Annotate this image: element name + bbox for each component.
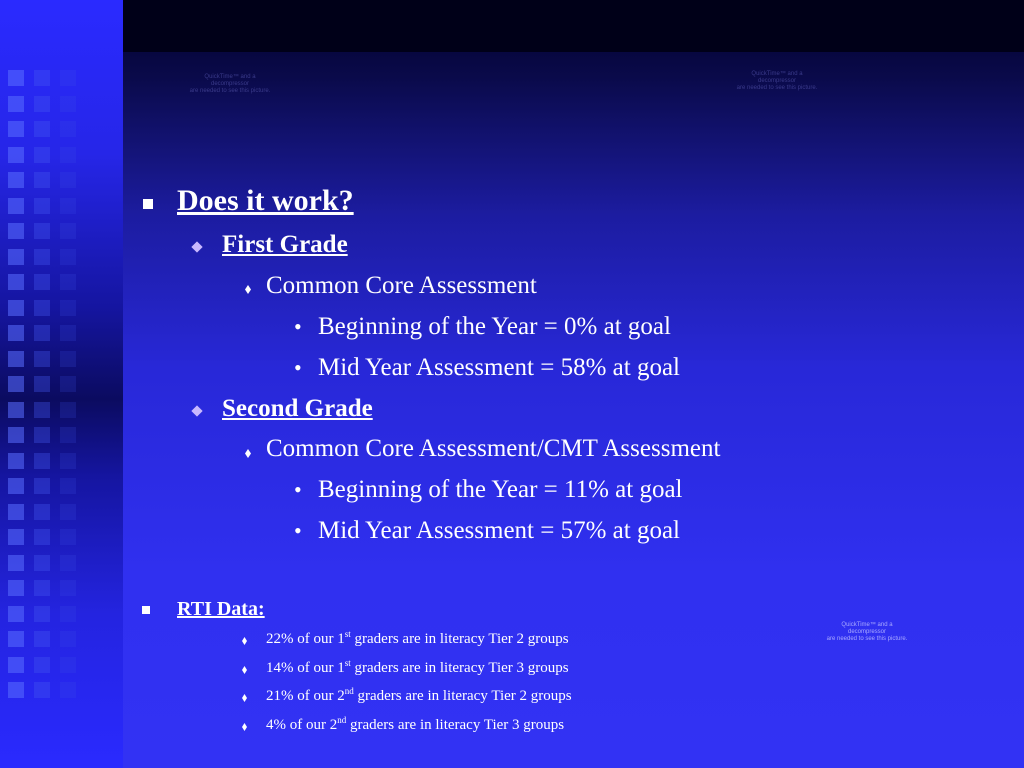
small-diamond-bullet-icon bbox=[242, 637, 247, 645]
dot-bullet-icon: • bbox=[294, 314, 302, 339]
square-pattern-column bbox=[60, 70, 76, 708]
first-grade-assessment: Common Core Assessment bbox=[266, 272, 537, 299]
small-diamond-bullet-icon bbox=[242, 694, 247, 702]
missing-image-notice: QuickTime™ and a decompressor are needed to see this picture. bbox=[826, 622, 908, 642]
first-grade-label: First Grade bbox=[222, 231, 348, 258]
dot-bullet-icon: • bbox=[294, 518, 302, 543]
missing-image-notice: QuickTime™ and a decompressor are needed to see this picture. bbox=[736, 71, 818, 91]
second-grade-item: Mid Year Assessment = 57% at goal bbox=[318, 517, 680, 544]
diamond-bullet-icon bbox=[191, 405, 202, 416]
rti-data-label: RTI Data: bbox=[177, 598, 265, 620]
second-grade-item: Beginning of the Year = 11% at goal bbox=[318, 476, 683, 503]
square-pattern-column bbox=[8, 70, 24, 708]
diamond-bullet-icon bbox=[191, 241, 202, 252]
square-bullet-icon bbox=[143, 199, 153, 209]
small-diamond-bullet-icon bbox=[242, 666, 247, 674]
small-diamond-bullet-icon bbox=[242, 723, 247, 731]
dot-bullet-icon: • bbox=[294, 355, 302, 380]
rti-item: 14% of our 1st graders are in literacy Tier 3 groups bbox=[266, 658, 569, 676]
first-grade-item: Beginning of the Year = 0% at goal bbox=[318, 313, 671, 340]
dot-bullet-icon: • bbox=[294, 477, 302, 502]
first-grade-item: Mid Year Assessment = 58% at goal bbox=[318, 354, 680, 381]
left-decorative-strip bbox=[0, 0, 123, 768]
slide-heading: Does it work? bbox=[177, 184, 354, 217]
square-bullet-icon bbox=[142, 606, 150, 614]
small-diamond-bullet-icon bbox=[245, 285, 251, 294]
rti-item: 4% of our 2nd graders are in literacy Tier 3 groups bbox=[266, 715, 565, 733]
square-pattern-column bbox=[34, 70, 50, 708]
second-grade-label: Second Grade bbox=[222, 395, 373, 422]
rti-item: 21% of our 2nd graders are in literacy Tier 2 groups bbox=[266, 686, 572, 704]
second-grade-assessment: Common Core Assessment/CMT Assessment bbox=[266, 435, 721, 462]
top-bar bbox=[123, 0, 1024, 52]
small-diamond-bullet-icon bbox=[245, 449, 251, 458]
rti-item: 22% of our 1st graders are in literacy Tier 2 groups bbox=[266, 629, 569, 647]
missing-image-notice: QuickTime™ and a decompressor are needed to see this picture. bbox=[189, 74, 271, 94]
